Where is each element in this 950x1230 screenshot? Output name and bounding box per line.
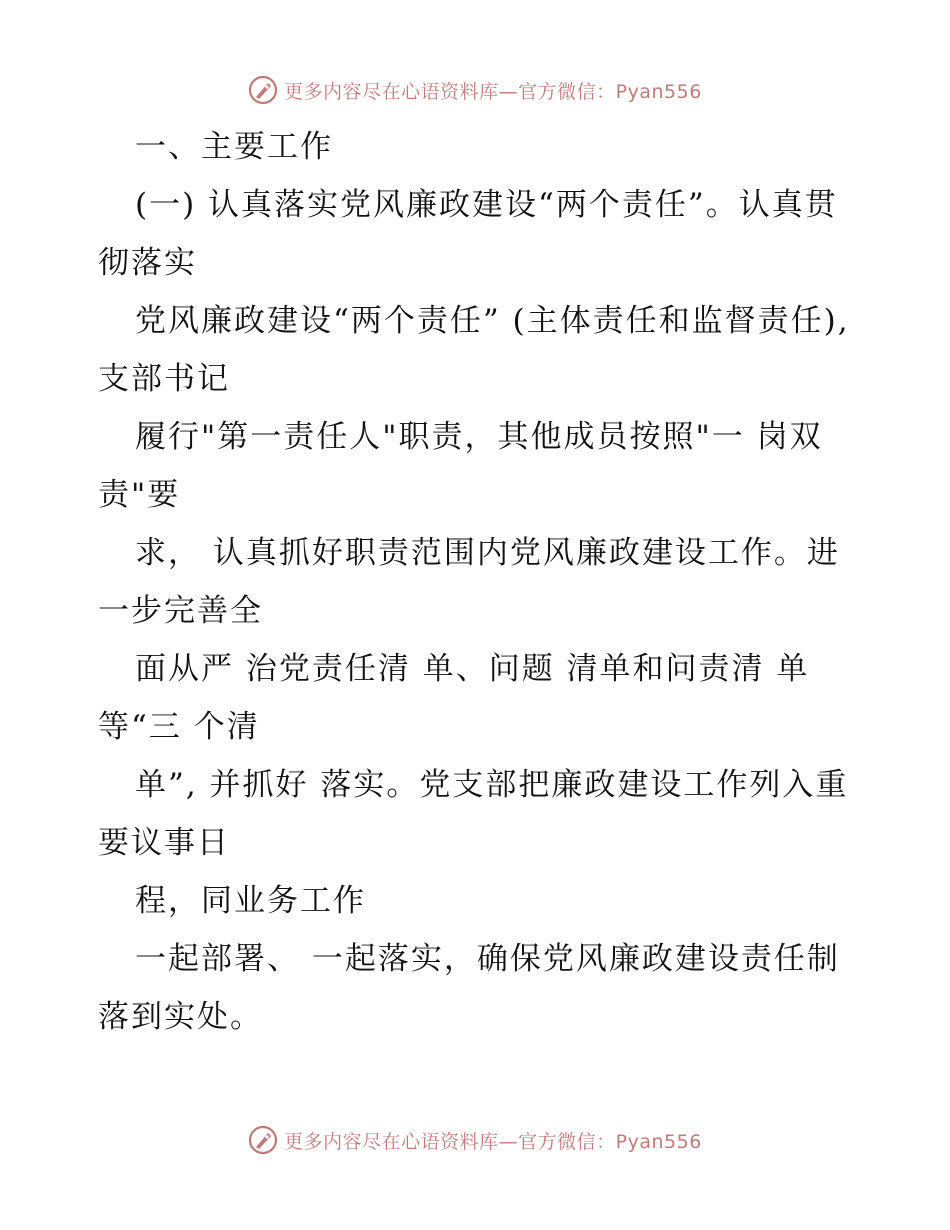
watermark-text: 更多内容尽在心语资料库—官方微信：Pyan556 [284, 1130, 702, 1153]
section-heading: 一、主要工作 [135, 129, 333, 165]
document-body [98, 118, 858, 1046]
pen-nib-logo-icon [248, 1125, 278, 1155]
paragraph: 党风廉政建设“两个责任” (主体责任和监督责任), 支部书记 [98, 303, 850, 397]
watermark-banner-bottom [0, 1120, 950, 1160]
paragraph: 单”, 并抓好 落实。党支部把廉政建设工作列入重要议事日 [98, 767, 849, 861]
paragraph: 程，同业务工作 [135, 883, 366, 919]
paragraph: (一) 认真落实党风廉政建设“两个责任”。认真贯彻落实 [98, 187, 838, 281]
paragraph: 面从严 治党责任清 单、问题 清单和问责清 单等“三 个清 [98, 651, 810, 745]
pen-nib-logo-icon [248, 75, 278, 105]
paragraph: 履行"第一责任人"职责，其他成员按照"一 岗双责"要 [98, 419, 823, 513]
watermark-banner-top [0, 70, 950, 110]
paragraph: 一起部署、 一起落实，确保党风廉政建设责任制落到实处。 [98, 941, 840, 1035]
paragraph: 求， 认真抓好职责范围内党风廉政建设工作。进一步完善全 [98, 535, 840, 629]
watermark-text: 更多内容尽在心语资料库—官方微信：Pyan556 [284, 80, 702, 103]
